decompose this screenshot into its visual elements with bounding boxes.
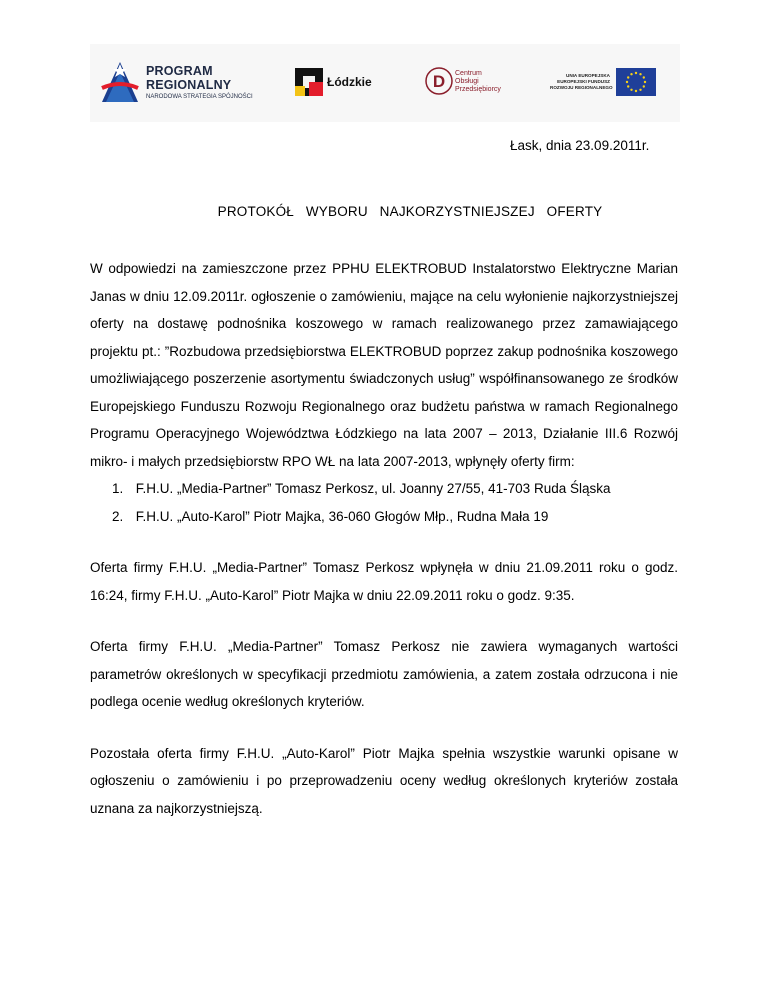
lodzkie-logo	[295, 68, 385, 102]
program-label: PROGRAM	[146, 64, 213, 78]
eu-line1: UNIA EUROPEJSKA	[566, 73, 610, 78]
program-regionalny-logo	[100, 58, 270, 106]
paragraph-winner: Pozostała oferta firmy F.H.U. „Auto-Karol” Piotr Majka spełnia wszystkie warunki opisane w ogłoszeniu o zamówieniu i po przeprowadzeniu oceny według określonych kryteriów została uznana za najkorzystniejszą.	[90, 745, 678, 816]
place-date: Łask, dnia 23.09.2011r.	[510, 138, 650, 153]
spacer	[90, 716, 678, 740]
spacer	[90, 609, 678, 633]
list-item-number: 1.	[112, 481, 124, 496]
list-item	[112, 503, 678, 531]
document-title-text: PROTOKÓŁ WYBORU NAJKORZYSTNIEJSZEJ OFERTY	[217, 204, 603, 219]
offers-list	[90, 475, 678, 530]
cop-line3: Przedsiębiorcy	[455, 86, 501, 93]
svg-text:D: D	[432, 72, 446, 91]
lodzkie-emblem-icon	[295, 68, 323, 96]
cop-line1: Centrum	[455, 70, 482, 77]
nss-label: NARODOWA STRATEGIA SPÓJNOŚCI	[146, 94, 253, 100]
list-item-text: F.H.U. „Media-Partner” Tomasz Perkosz, ul. Joanny 27/55, 41-703 Ruda Śląska	[135, 481, 611, 496]
cop-emblem-icon	[425, 64, 453, 98]
spacer	[90, 530, 678, 554]
eu-logo	[550, 68, 670, 102]
cop-label	[455, 70, 501, 94]
paragraph-offer-times: Oferta firmy F.H.U. „Media-Partner” Tomasz Perkosz wpłynęła w dniu 21.09.2011 roku o godz. 16:24, firmy F.H.U. „Auto-Karol” Piotr Majka w dniu 22.09.2011 roku o godz. 9:35.	[90, 560, 678, 603]
eu-label	[550, 73, 613, 91]
cop-logo	[425, 64, 515, 106]
list-item	[112, 475, 678, 503]
lodzkie-label: Łódzkie	[327, 75, 372, 89]
list-item-text: F.H.U. „Auto-Karol” Piotr Majka, 36-060 Głogów Młp., Rudna Mała 19	[135, 508, 549, 524]
regionalny-label: REGIONALNY	[146, 78, 232, 92]
logo-bar	[90, 44, 680, 122]
paragraph-rejection: Oferta firmy F.H.U. „Media-Partner” Tomasz Perkosz nie zawiera wymaganych wartości parametrów określonych w specyfikacji przedmiotu zamówienia, a zatem została odrzucona i nie podlega ocenie według określonych kryteriów.	[90, 639, 678, 709]
eu-flag-icon	[616, 68, 656, 96]
document-body	[90, 255, 678, 822]
cop-line2: Obsługi	[455, 78, 479, 85]
document-title	[0, 204, 768, 219]
eu-line3: ROZWOJU REGIONALNEGO	[550, 85, 613, 90]
program-regionalny-emblem-icon	[100, 58, 140, 104]
paragraph-intro: W odpowiedzi na zamieszczone przez PPHU ELEKTROBUD Instalatorstwo Elektryczne Marian Janas w dniu 12.09.2011r. ogłoszenie o zamówieniu, mające na celu wyłonienie najkorzystniejszej oferty na dostawę podnośnika koszowego w ramach realizowanego przez zamawiającego projektu pt.: ”Rozbudowa przedsiębiorstwa ELEKTROBUD poprzez zakup podnośnika koszowego umożliwiającego poszerzenie asortymentu świadczonych usług” współfinansowanego ze środków Europejskiego Funduszu Rozwoju Regionalnego oraz budżetu państwa w ramach Regionalnego Programu Operacyjnego Województwa Łódzkiego na lata 2007 – 2013, Działanie III.6 Rozwój mikro- i małych przedsiębiorstw RPO WŁ na lata 2007-2013, wpłynęły oferty firm:	[90, 261, 678, 469]
list-item-number: 2.	[112, 508, 124, 524]
eu-line2: EUROPEJSKI FUNDUSZ	[557, 79, 610, 84]
